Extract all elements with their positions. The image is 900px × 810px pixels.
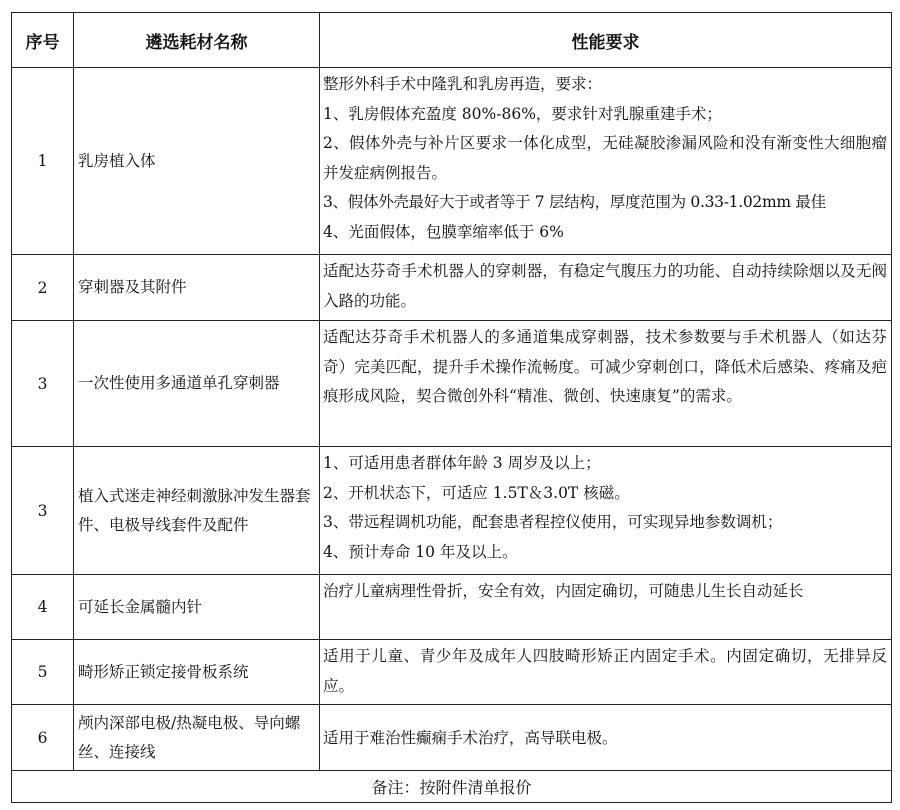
row-requirements — [320, 68, 892, 255]
requirement-line: 2、开机状态下，可适应 1.5T＆3.0T 核磁。 — [323, 483, 630, 502]
table-row — [12, 575, 892, 640]
row-no: 6 — [12, 705, 74, 771]
table-row — [12, 255, 892, 321]
table-row — [12, 68, 892, 255]
row-name: 穿刺器及其附件 — [74, 255, 320, 321]
requirement-line: 3、带远程调机功能，配套患者程控仪使用，可实现异地参数调机； — [323, 513, 783, 531]
table-row — [12, 321, 892, 447]
requirement-line: 治疗儿童病理性骨折，安全有效，内固定确切，可随患儿生长自动延长 — [323, 582, 804, 600]
row-requirements — [320, 447, 892, 575]
row-no: 1 — [12, 68, 74, 255]
row-requirements — [320, 575, 892, 640]
row-name: 乳房植入体 — [74, 68, 320, 255]
row-name: 颅内深部电极/热凝电极、导向螺丝、连接线 — [74, 705, 320, 771]
requirement-line: 2、假体外壳与补片区要求一体化成型，无硅凝胶渗漏风险和没有渐变性大细胞瘤并发症病例报告。 — [323, 134, 887, 182]
row-no: 2 — [12, 255, 74, 321]
requirement-line: 适配达芬奇手术机器人的穿刺器，有稳定气腹压力的功能、自动持续除烟以及无阀入路的功能。 — [323, 262, 887, 310]
header-name: 遴选耗材名称 — [74, 13, 320, 68]
requirement-line: 整形外科手术中隆乳和乳房再造，要求： — [323, 75, 603, 93]
remark: 备注：按附件清单报价 — [12, 771, 892, 803]
row-no: 5 — [12, 640, 74, 705]
row-name: 植入式迷走神经刺激脉冲发生器套件、电极导线套件及配件 — [74, 447, 320, 575]
requirement-line: 3、假体外壳最好大于或者等于 7 层结构，厚度范围为 0.33-1.02mm 最佳 — [323, 193, 826, 211]
row-requirements — [320, 321, 892, 447]
row-requirements — [320, 255, 892, 321]
requirement-line: 4、光面假体，包膜挛缩率低于 6% — [323, 222, 564, 241]
row-name: 畸形矫正锁定接骨板系统 — [74, 640, 320, 705]
remark-row — [12, 771, 892, 803]
product-requirements-table — [11, 12, 892, 803]
row-name: 可延长金属髓内针 — [74, 575, 320, 640]
requirement-line: 1、乳房假体充盈度 80%-86%，要求针对乳腺重建手术； — [323, 104, 722, 123]
table-row — [12, 705, 892, 771]
table-row — [12, 640, 892, 705]
row-no: 4 — [12, 575, 74, 640]
requirement-line: 4、预计寿命 10 年及以上。 — [323, 542, 518, 561]
requirement-line: 适配达芬奇手术机器人的多通道集成穿刺器，技术参数要与手术机器人（如达芬奇）完美匹配，提升手术操作流畅度。可减少穿刺创口，降低术后感染、疼痛及疤痕形成风险，契合微创外科“精准、微创、快速康复”的需求。 — [323, 328, 887, 405]
header-row — [12, 13, 892, 68]
row-requirements — [320, 640, 892, 705]
row-requirements — [320, 705, 892, 771]
requirement-line: 适用于难治性癫痫手术治疗，高导联电极。 — [323, 728, 618, 747]
table-row — [12, 447, 892, 575]
row-no: 3 — [12, 447, 74, 575]
header-no: 序号 — [12, 13, 74, 68]
header-requirements: 性能要求 — [320, 13, 892, 68]
row-no: 3 — [12, 321, 74, 447]
requirement-line: 1、可适用患者群体年龄 3 周岁及以上； — [323, 454, 601, 472]
row-name: 一次性使用多通道单孔穿刺器 — [74, 321, 320, 447]
requirement-line: 适用于儿童、青少年及成年人四肢畸形矫正内固定手术。内固定确切，无排异反应。 — [323, 647, 887, 695]
